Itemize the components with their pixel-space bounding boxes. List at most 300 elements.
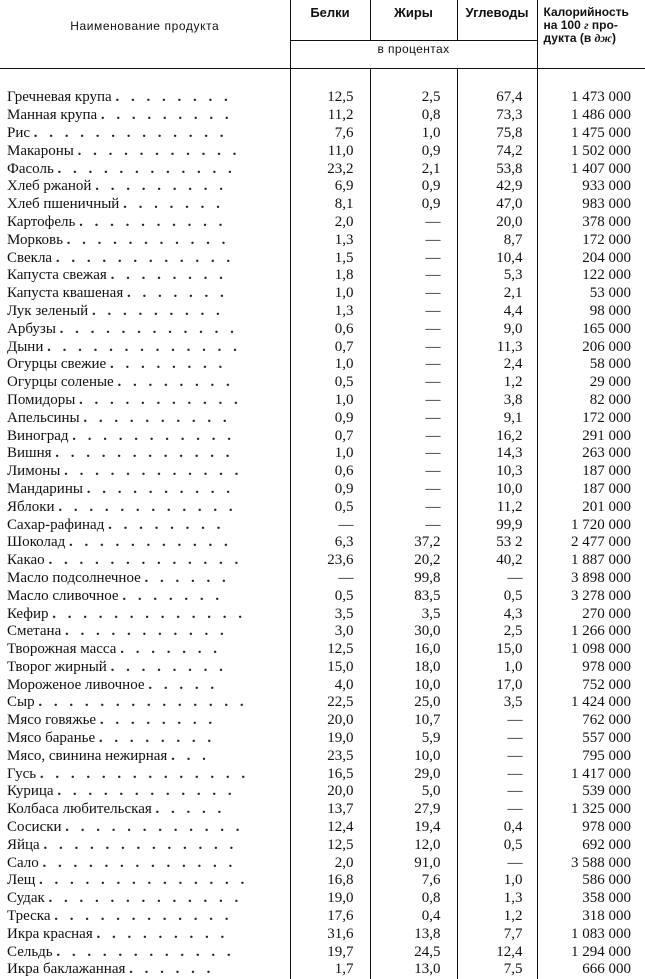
calorie-value: 53 000 [537,285,645,303]
leader-dots: . . . . . . . . [115,89,232,106]
fat-value: 19,4 [370,819,457,837]
calorie-value: 586 000 [537,872,645,890]
table-row [0,356,645,374]
product-name-cell [0,552,290,570]
product-name: Треска [7,908,51,925]
product-name: Хлеб ржаной [7,178,92,195]
carb-value: 1,0 [457,872,537,890]
spacer-cell [0,69,290,90]
product-name-cell [0,872,290,890]
leader-dots: . . . . . . . . . . . [66,231,230,248]
carb-value: — [457,747,537,765]
carb-value: 1,2 [457,374,537,392]
product-name-cell [0,676,290,694]
product-name-cell [0,712,290,730]
carb-value: 12,4 [457,943,537,961]
table-row [0,641,645,659]
product-name-cell [0,196,290,214]
protein-value: 0,9 [290,409,370,427]
table-row [0,463,645,481]
calorie-value: 1 417 000 [537,765,645,783]
carb-value: 10,4 [457,249,537,267]
table-row [0,908,645,926]
table-row [0,819,645,837]
product-name: Картофель [7,213,76,230]
product-name-cell [0,392,290,410]
calorie-value: 263 000 [537,445,645,463]
leader-dots: . . . . . . [129,961,215,978]
table-row [0,587,645,605]
table-row [0,961,645,979]
calorie-value: 933 000 [537,178,645,196]
product-name: Сахар-рафинад [7,516,105,533]
calorie-value: 318 000 [537,908,645,926]
leader-dots: . . . . . . . . . [100,107,233,124]
leader-dots: . . . . . . [144,569,230,586]
table-row [0,142,645,160]
calorie-value: 978 000 [537,659,645,677]
carb-value: 1,3 [457,890,537,908]
header-carbs: Углеводы [457,0,537,40]
table-row [0,178,645,196]
product-name: Гусь [7,765,37,782]
calorie-value: 1 475 000 [537,125,645,143]
product-name: Апельсины [7,409,80,426]
table-row [0,890,645,908]
product-name: Лимоны [7,463,61,480]
protein-value: 3,0 [290,623,370,641]
product-name-cell [0,534,290,552]
carb-value: 75,8 [457,125,537,143]
leader-dots: . . . . . . . . . . . . [58,498,237,515]
product-name-cell [0,160,290,178]
carb-value: 53,8 [457,160,537,178]
protein-value: 23,5 [290,747,370,765]
protein-value: 1,3 [290,303,370,321]
calorie-value: 1 486 000 [537,107,645,125]
calorie-value: 204 000 [537,249,645,267]
protein-value: 1,7 [290,961,370,979]
protein-value: 2,0 [290,854,370,872]
calorie-value: 270 000 [537,605,645,623]
fat-value: 13,8 [370,925,457,943]
product-name: Огурцы свежие [7,356,107,373]
leader-dots: . . . . . [148,676,219,693]
protein-value: — [290,570,370,588]
protein-value: 2,0 [290,214,370,232]
fat-value: 0,9 [370,178,457,196]
header-fats: Жиры [370,0,457,40]
leader-dots: . . . . . . . . . . . [77,142,241,159]
leader-dots: . . . . . . . . . . . . [64,463,243,480]
product-name: Колбаса любительская [7,801,152,818]
protein-value: 16,5 [290,765,370,783]
carb-value: 47,0 [457,196,537,214]
fat-value: — [370,249,457,267]
product-name-cell [0,765,290,783]
leader-dots: . . . . . . . [126,285,228,302]
calorie-value: 3 588 000 [537,854,645,872]
table-row [0,445,645,463]
table-row [0,623,645,641]
table-row [0,338,645,356]
leader-dots: . . . . . . . . . . . . . . [39,765,250,782]
leader-dots: . . . . . . . . . . . . . . [39,872,249,889]
calorie-value: 1 473 000 [537,89,645,107]
product-name: Макароны [7,142,74,159]
protein-value: 19,0 [290,730,370,748]
product-name: Сельдь [7,943,53,960]
leader-dots: . . . . . . . . . . . . [59,320,238,337]
leader-dots: . . . . . . . . . . . . . [42,854,237,871]
product-name: Шоколад [7,534,66,551]
carb-value: 67,4 [457,89,537,107]
table-row [0,481,645,499]
carb-value: 15,0 [457,641,537,659]
leader-dots: . . . . . [155,801,226,818]
fat-value: 7,6 [370,872,457,890]
table-row [0,89,645,107]
product-name: Лук зеленый [7,302,89,319]
table-row [0,320,645,338]
calorie-value: 1 325 000 [537,801,645,819]
protein-value: 22,5 [290,694,370,712]
product-name: Сметана [7,623,62,640]
protein-value: 3,5 [290,605,370,623]
carb-value: 9,1 [457,409,537,427]
calorie-value: 762 000 [537,712,645,730]
protein-value: 0,5 [290,374,370,392]
protein-value: 23,2 [290,160,370,178]
table-row [0,409,645,427]
product-name: Сосиски [7,819,62,836]
table-row [0,747,645,765]
carb-value: 7,5 [457,961,537,979]
protein-value: 6,3 [290,534,370,552]
fat-value: 24,5 [370,943,457,961]
product-name: Какао [7,552,45,569]
fat-value: 37,2 [370,534,457,552]
calorie-value: 122 000 [537,267,645,285]
calorie-value: 978 000 [537,819,645,837]
product-name-cell [0,694,290,712]
table-row [0,303,645,321]
product-name: Сало [7,854,39,871]
protein-value: 19,7 [290,943,370,961]
leader-dots: . . . . . . . . [98,730,216,747]
fat-value: 0,9 [370,142,457,160]
product-name: Курица [7,783,54,800]
product-name-cell [0,320,290,338]
product-name: Творожная масса [7,641,117,658]
fat-value: 25,0 [370,694,457,712]
product-name-cell [0,570,290,588]
leader-dots: . . . . . . . . . . . . [65,819,244,836]
product-name-cell [0,819,290,837]
fat-value: 16,0 [370,641,457,659]
fat-value: 0,4 [370,908,457,926]
product-name: Дыни [7,338,44,355]
header-calories-line2: на 100 [543,18,581,32]
fat-value: 5,9 [370,730,457,748]
product-name-cell [0,587,290,605]
header-proteins: Белки [290,0,370,40]
product-name-cell [0,249,290,267]
product-name-cell [0,125,290,143]
calorie-value: 1 294 000 [537,943,645,961]
protein-value: 1,8 [290,267,370,285]
table-row [0,231,645,249]
fat-value: — [370,392,457,410]
leader-dots: . . . . . . . . . . . . . [43,836,238,853]
calorie-value: 172 000 [537,409,645,427]
product-name: Свекла [7,249,53,266]
fat-value: 30,0 [370,623,457,641]
product-name-cell [0,943,290,961]
product-name-cell [0,623,290,641]
protein-value: 0,6 [290,463,370,481]
fat-value: 3,5 [370,605,457,623]
product-name: Капуста квашеная [7,285,124,302]
table-body [0,69,645,979]
carb-value: — [457,801,537,819]
table-row [0,498,645,516]
fat-value: 20,2 [370,552,457,570]
leader-dots: . . . . . . . . . . . . [55,249,235,266]
carb-value: 3,8 [457,392,537,410]
protein-value: 0,5 [290,587,370,605]
leader-dots: . . . . . . . . [109,356,227,373]
leader-dots: . . . . . . . . . . . . . [52,605,247,622]
carb-value: 0,5 [457,836,537,854]
table-row [0,694,645,712]
leader-dots: . . . . . . . . . . . . [56,943,235,960]
product-name: Икра баклажанная [7,961,126,978]
header-percent-note: в процентах [290,40,537,69]
product-name-cell [0,303,290,321]
product-name: Судак [7,890,45,907]
spacer-cell [370,69,457,90]
leader-dots: . . . . . . . . [110,658,227,675]
table-row [0,392,645,410]
leader-dots: . . . . . . . . . . . [79,391,242,408]
table-header [0,0,645,69]
spacer-row [0,69,645,90]
carb-value: 11,3 [457,338,537,356]
carb-value: 14,3 [457,445,537,463]
carb-value: 40,2 [457,552,537,570]
leader-dots: . . . . . . . . . . [86,480,234,497]
calorie-value: 539 000 [537,783,645,801]
product-name: Икра красная [7,925,93,942]
table-row [0,552,645,570]
fat-value: 5,0 [370,783,457,801]
calorie-value: 82 000 [537,392,645,410]
calorie-value: 187 000 [537,481,645,499]
carb-value: 2,5 [457,623,537,641]
leader-dots: . . . . . . . . . [95,178,227,195]
carb-value: 0,5 [457,587,537,605]
fat-value: 1,0 [370,125,457,143]
calorie-value: 98 000 [537,303,645,321]
product-name: Хлеб пшеничный [7,196,120,213]
calorie-value: 58 000 [537,356,645,374]
table-row [0,267,645,285]
fat-value: — [370,356,457,374]
product-name: Мясо баранье [7,730,96,747]
product-name-cell [0,481,290,499]
protein-value: 20,0 [290,783,370,801]
calorie-value: 358 000 [537,890,645,908]
table-row [0,783,645,801]
product-name: Мандарины [7,480,83,497]
leader-dots: . . . . . . . . . . . . . . [38,694,248,711]
leader-dots: . . . . . . . . . . . . . [48,552,243,569]
fat-value: — [370,214,457,232]
carb-value: 1,2 [457,908,537,926]
calorie-value: 165 000 [537,320,645,338]
fat-value: — [370,338,457,356]
carb-value: 10,3 [457,463,537,481]
leader-dots: . . . [171,747,210,764]
carb-value: 53 2 [457,534,537,552]
product-name: Огурцы соленые [7,374,114,391]
protein-value: 8,1 [290,196,370,214]
leader-dots: . . . . . . . . [108,516,225,533]
product-name-cell [0,854,290,872]
fat-value: 10,7 [370,712,457,730]
protein-value: 16,8 [290,872,370,890]
protein-value: 1,0 [290,445,370,463]
fat-value: — [370,303,457,321]
protein-value: 0,7 [290,427,370,445]
protein-value: 0,6 [290,320,370,338]
product-name-cell [0,836,290,854]
header-calories-unit-g: г [584,18,589,32]
protein-value: 13,7 [290,801,370,819]
product-name: Мясо говяжье [7,712,97,729]
product-name-cell [0,747,290,765]
carb-value: — [457,854,537,872]
product-name-cell [0,605,290,623]
protein-value: 20,0 [290,712,370,730]
product-name-cell [0,338,290,356]
carb-value: 4,3 [457,605,537,623]
carb-value: 2,4 [457,356,537,374]
product-name: Масло подсолнечное [7,569,141,586]
fat-value: — [370,481,457,499]
table-row [0,214,645,232]
table-row [0,730,645,748]
fat-value: 83,5 [370,587,457,605]
fat-value: 0,8 [370,890,457,908]
header-calories-line2b: про- [591,18,618,32]
table-row [0,765,645,783]
fat-value: — [370,516,457,534]
table-row [0,374,645,392]
product-name-cell [0,142,290,160]
product-name-cell [0,427,290,445]
protein-value: 0,9 [290,481,370,499]
table-row [0,570,645,588]
protein-value: 0,5 [290,498,370,516]
product-name: Яблоки [7,498,55,515]
product-name-cell [0,285,290,303]
table-row [0,427,645,445]
fat-value: 2,1 [370,160,457,178]
product-name-cell [0,908,290,926]
carb-value: 9,0 [457,320,537,338]
leader-dots: . . . . . . . . . . . . [55,445,234,462]
header-calories-line3b: ) [611,31,616,45]
protein-value: 12,5 [290,89,370,107]
table-row [0,676,645,694]
calorie-value: 201 000 [537,498,645,516]
product-name: Лещ [7,872,36,889]
fat-value: 10,0 [370,676,457,694]
table-row [0,605,645,623]
carb-value: 16,2 [457,427,537,445]
fat-value: 91,0 [370,854,457,872]
protein-value: 1,5 [290,249,370,267]
carb-value: 4,4 [457,303,537,321]
protein-value: 19,0 [290,890,370,908]
calorie-value: 1 720 000 [537,516,645,534]
leader-dots: . . . . . . . [120,641,221,658]
product-name: Капуста свежая [7,267,107,284]
product-name: Вишня [7,445,52,462]
calorie-value: 752 000 [537,676,645,694]
product-name: Творог жирный [7,658,107,675]
calorie-value: 795 000 [537,747,645,765]
product-name: Масло сливочное [7,587,119,604]
product-name: Гречневая крупа [7,89,112,106]
product-name-cell [0,641,290,659]
fat-value: 18,0 [370,659,457,677]
fat-value: — [370,427,457,445]
table-row [0,872,645,890]
header-calories-line1: Калорийность [543,5,629,19]
product-name: Фасоль [7,160,54,177]
carb-value: 73,3 [457,107,537,125]
carb-value: 2,1 [457,285,537,303]
product-name: Манная крупа [7,107,98,124]
carb-value: 99,9 [457,516,537,534]
fat-value: 99,8 [370,570,457,588]
protein-value: 31,6 [290,925,370,943]
table-row [0,125,645,143]
protein-value: 17,6 [290,908,370,926]
carb-value: 0,4 [457,819,537,837]
calorie-value: 1 083 000 [537,925,645,943]
fat-value: — [370,320,457,338]
table-row [0,249,645,267]
spacer-cell [537,69,645,90]
carb-value: 1,0 [457,659,537,677]
fat-value: 12,0 [370,836,457,854]
header-calories-line3: дукта (в [543,31,592,45]
leader-dots: . . . . . . . . [117,374,234,391]
product-name: Виноград [7,427,69,444]
calorie-value: 3 278 000 [537,587,645,605]
protein-value: 11,0 [290,142,370,160]
fat-value: 2,5 [370,89,457,107]
header-product-name: Наименование продукта [0,0,290,69]
calorie-value: 666 000 [537,961,645,979]
product-name-cell [0,463,290,481]
product-name-cell [0,961,290,979]
product-name-cell [0,925,290,943]
